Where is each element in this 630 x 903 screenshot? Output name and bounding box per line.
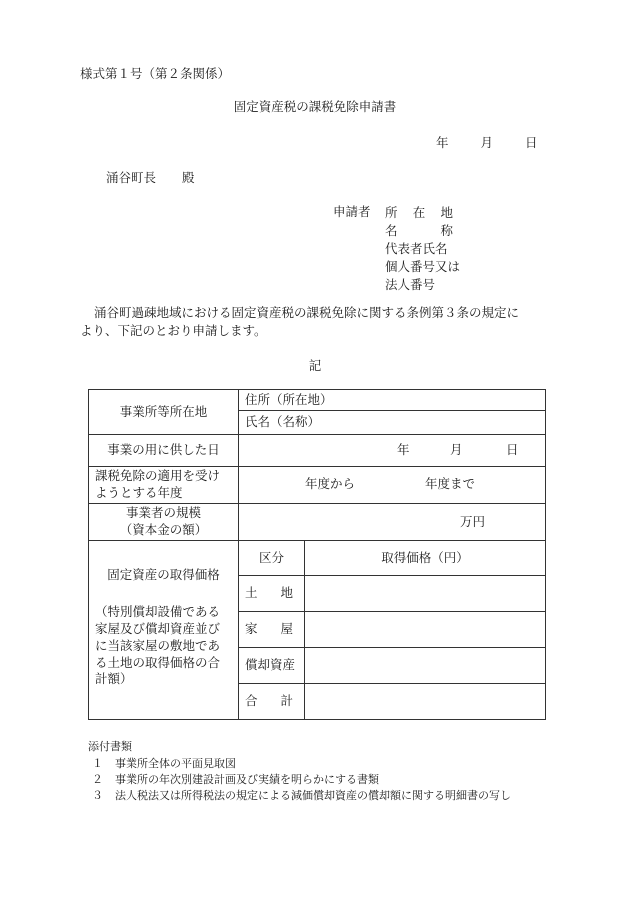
table-row bbox=[89, 467, 546, 504]
price-header: 取得価格（円） bbox=[305, 541, 546, 576]
table-row bbox=[89, 541, 546, 576]
price-cell bbox=[305, 612, 546, 648]
form-title: 固定資産税の課税免除申請書 bbox=[233, 99, 397, 114]
scale-label: 事業者の規模 （資本金の額） bbox=[89, 504, 239, 541]
form-number: 様式第１号（第２条関係） bbox=[80, 66, 231, 81]
addressee-name: 涌谷町長 bbox=[106, 170, 157, 185]
application-form-table bbox=[88, 389, 546, 720]
price-cell bbox=[305, 576, 546, 612]
applicant-fields bbox=[385, 204, 461, 294]
date-day-label: 日 bbox=[525, 135, 538, 150]
date-month-label: 月 bbox=[480, 135, 494, 150]
address-label: 住所（所在地） bbox=[239, 390, 546, 411]
addressee-honorific: 殿 bbox=[182, 170, 195, 185]
acquisition-price-label: 固定資産の取得価格 （特別償却設備である 家屋及び償却資産並び に当該家屋の敷地であ る土地の取得価格の合 計額） bbox=[89, 541, 239, 720]
category-land: 土 地 bbox=[239, 576, 305, 612]
body-text-line-2: より、下記のとおり申請します。 bbox=[80, 323, 267, 338]
ki-mark: 記 bbox=[308, 358, 322, 373]
list-item: ３ 法人税法又は所得税法の規定による減価償却資産の償却額に関する明細書の写し bbox=[92, 789, 511, 802]
list-item: １ 事業所全体の平面見取図 bbox=[92, 757, 236, 770]
table-row bbox=[89, 435, 546, 467]
office-location-label: 事業所等所在地 bbox=[89, 390, 239, 435]
applicant-field-corporate-number: 法人番号 bbox=[385, 277, 436, 292]
scale-value: 万円 bbox=[239, 504, 546, 541]
applicant-field-personal-number: 個人番号又は bbox=[385, 259, 461, 274]
table-row bbox=[89, 504, 546, 541]
date-year-label: 年 bbox=[436, 135, 449, 150]
applicant-field-representative: 代表者氏名 bbox=[385, 241, 448, 256]
category-building: 家 屋 bbox=[239, 612, 305, 648]
list-item: ２ 事業所の年次別建設計画及び実績を明らかにする書類 bbox=[92, 773, 379, 786]
date-line bbox=[436, 135, 538, 151]
category-header: 区分 bbox=[239, 541, 305, 576]
date-used-value: 年 月 日 bbox=[239, 435, 546, 467]
applicant-field-name: 名 称 bbox=[385, 223, 453, 238]
name-label: 氏名（名称） bbox=[239, 411, 546, 435]
attachments-list bbox=[92, 756, 511, 804]
exemption-year-value: 年度から 年度まで bbox=[239, 467, 546, 504]
body-text-line-1: 涌谷町過疎地域における固定資産税の課税免除に関する条例第３条の規定に bbox=[94, 305, 520, 320]
category-depreciable-assets: 償却資産 bbox=[239, 648, 305, 684]
applicant-field-address: 所 在 地 bbox=[385, 205, 453, 220]
price-cell bbox=[305, 684, 546, 720]
price-cell bbox=[305, 648, 546, 684]
date-used-label: 事業の用に供した日 bbox=[89, 435, 239, 467]
attachments-title: 添付書類 bbox=[88, 740, 132, 753]
category-total: 合 計 bbox=[239, 684, 305, 720]
table-row bbox=[89, 390, 546, 411]
applicant-label: 申請者 bbox=[333, 204, 371, 219]
exemption-year-label: 課税免除の適用を受け ようとする年度 bbox=[89, 467, 239, 504]
addressee bbox=[106, 170, 195, 186]
